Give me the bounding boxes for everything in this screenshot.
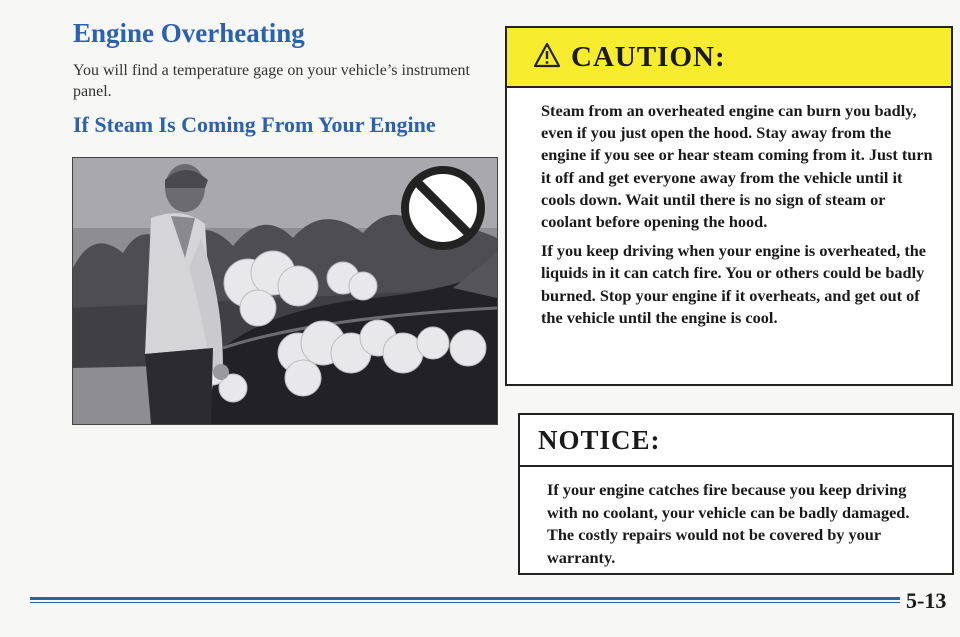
notice-title: NOTICE:	[538, 424, 661, 455]
intro-text: You will find a temperature gage on your vehicle’s instrument panel.	[73, 62, 470, 100]
caution-box	[505, 26, 953, 386]
caution-paragraph: Steam from an overheated engine can burn you badly, even if you just open the hood. Stay away from the engine if you see or hear steam coming from it. Just turn it off and get everyone away from the vehicle until it cools down. Wait until there is no sign of steam or coolant before opening the hood.	[541, 101, 933, 232]
notice-box	[518, 413, 954, 575]
warning-triangle-icon	[533, 42, 561, 73]
caution-body	[507, 88, 951, 329]
footer-rule	[30, 597, 900, 600]
footer-rule-thin	[30, 602, 900, 603]
section-heading: If Steam Is Coming From Your Engine	[73, 112, 436, 137]
page-number: 5-13	[906, 588, 947, 613]
page-title: Engine Overheating	[73, 18, 305, 48]
no-symbol-icon	[405, 170, 481, 246]
notice-header	[520, 415, 952, 467]
steam-illustration	[72, 157, 498, 425]
caution-paragraph: If you keep driving when your engine is overheated, the liquids in it can catch fire. You or others could be badly burned. Stop your engine if it overheats, and get out of the vehicle until the engine is cool.	[541, 241, 927, 327]
caution-title: CAUTION:	[571, 40, 726, 73]
notice-body: If your engine catches fire because you keep driving with no coolant, your vehicle can be badly damaged. The costly repairs would not be covered by your warranty.	[547, 480, 910, 567]
caution-header	[507, 28, 951, 88]
